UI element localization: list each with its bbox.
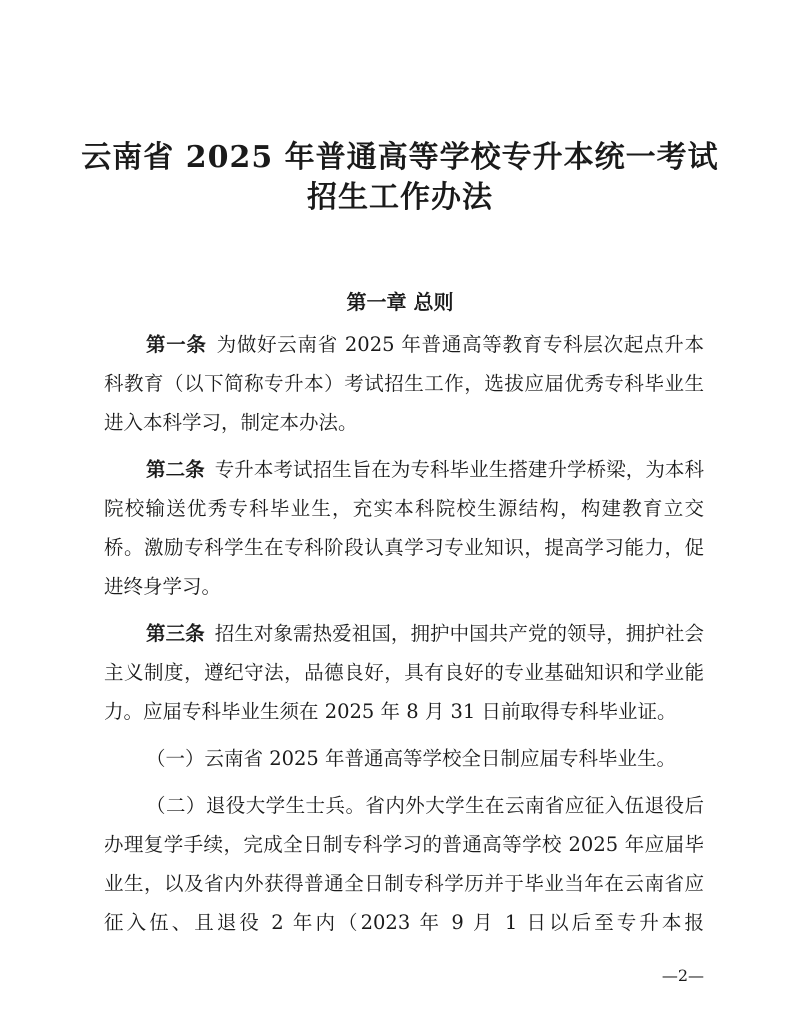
- chapter-heading: 第一章 总则: [346, 290, 454, 314]
- article-3: [104, 614, 704, 731]
- list-item-text: （二）退役大学生士兵。省内外大学生在云南省应征入伍退役后办理复学手续，完成全日制专科学习的普通高等学校 2025 年应届毕业生，以及省内外获得普通全日制专科学历并于毕业当年在云南省应征入伍、且退役 2 年内（2023 年 9 月 1 日以后至专升本报: [104, 794, 704, 934]
- list-item-1: [104, 739, 704, 778]
- article-text: 专升本考试招生旨在为专科毕业生搭建升学桥梁，为本科院校输送优秀专科毕业生，充实本科院校生源结构，构建教育立交桥。激励专科学生在专科阶段认真学习专业知识，提高学习能力，促进终身学习。: [104, 458, 704, 598]
- article-label: 第二条: [146, 458, 205, 481]
- article-1: [104, 325, 704, 442]
- article-label: 第一条: [146, 333, 207, 356]
- page-number: —2—: [661, 966, 704, 985]
- article-text: 为做好云南省 2025 年普通高等教育专科层次起点升本科教育（以下简称专升本）考试招生工作，选拔应届优秀专科毕业生进入本科学习，制定本办法。: [104, 333, 704, 434]
- list-item-2: [104, 786, 704, 942]
- article-text: 招生对象需热爱祖国，拥护中国共产党的领导，拥护社会主义制度，遵纪守法，品德良好，具有良好的专业基础知识和学业能力。应届专科毕业生须在 2025 年 8 月 31 日前取得专科毕业证。: [104, 622, 704, 723]
- title-line-1: 云南省 2025 年普通高等学校专升本统一考试: [81, 140, 719, 175]
- title-line-2: 招生工作办法: [307, 180, 493, 215]
- document-title: [0, 138, 800, 218]
- document-body: [104, 325, 704, 950]
- article-2: [104, 450, 704, 606]
- article-label: 第三条: [146, 622, 205, 645]
- list-item-text: （一）云南省 2025 年普通高等学校全日制应届专科毕业生。: [146, 747, 677, 770]
